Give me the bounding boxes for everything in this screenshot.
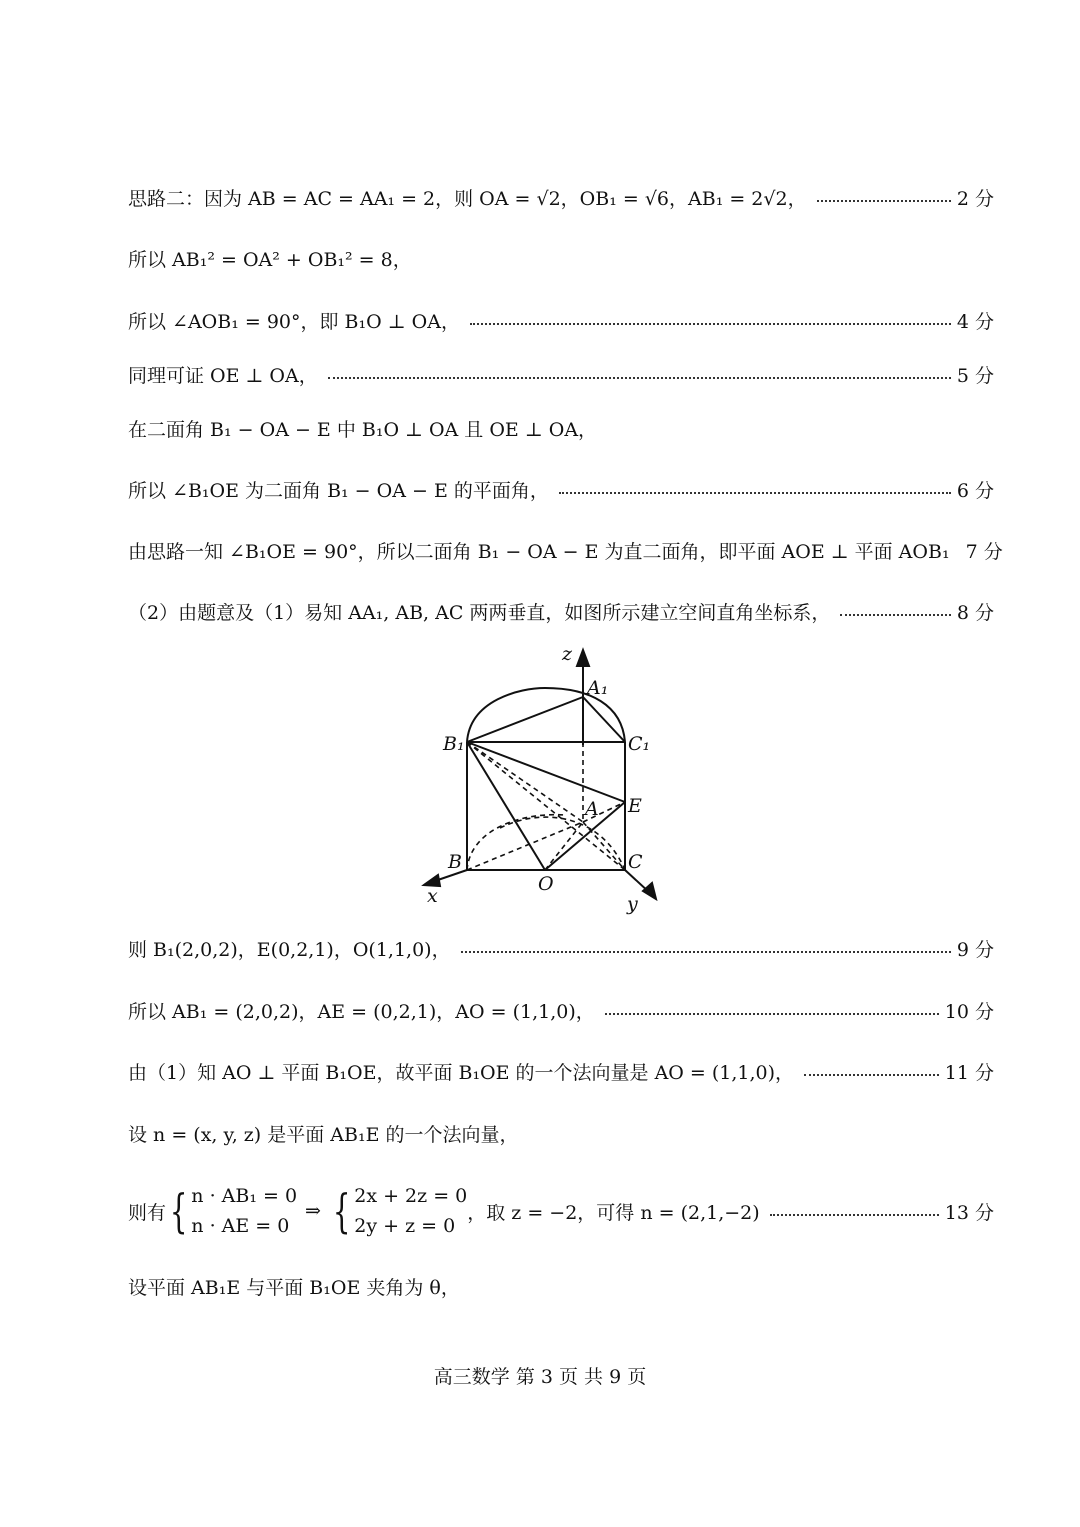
line-text: 思路二：因为 AB = AC = AA₁ = 2，则 OA = √2，OB₁ = √6，AB₁ = 2√2，: [128, 187, 807, 210]
edge-b1-e: [467, 742, 625, 802]
line-text: 设平面 AB₁E 与平面 B₁OE 夹角为 θ，: [128, 1276, 460, 1299]
implies-arrow: ⇒: [305, 1200, 321, 1222]
label-c: C: [628, 851, 643, 873]
right-eq1: 2x + 2z = 0: [354, 1185, 468, 1207]
right-equations: [354, 1181, 467, 1241]
line-text: 所以 ∠B₁OE 为二面角 B₁ − OA − E 的平面角，: [128, 479, 549, 502]
left-eq1: n · AB₁ = 0: [191, 1185, 298, 1207]
page-footer: 高三数学 第 3 页 共 9 页: [433, 1366, 647, 1388]
leader-dots: [559, 492, 951, 494]
score: 7 分: [965, 540, 1003, 563]
left-brace: {: [169, 1184, 188, 1238]
line-text: 所以 AB₁ = (2,0,2)，AE = (0,2,1)，AO = (1,1,0)，: [128, 1000, 595, 1023]
dashed-b1-a: [467, 742, 583, 822]
line-2: [128, 241, 994, 275]
equation-system: [128, 1181, 760, 1241]
right-eq2: 2y + z = 0: [354, 1215, 456, 1237]
system-suffix: ，取 z = −2，可得 n = (2,1,−2): [467, 1201, 760, 1224]
line-text: 同理可证 OE ⊥ OA，: [128, 364, 318, 387]
leader-dots: [817, 200, 951, 202]
label-b: B: [448, 851, 462, 873]
edge-b1-a1: [467, 697, 583, 742]
left-equations: [191, 1181, 297, 1241]
line-text: 所以 AB₁² = OA² + OB₁² = 8，: [128, 248, 412, 271]
label-x: x: [427, 885, 438, 907]
score: 5 分: [956, 364, 994, 387]
line-13: [128, 1269, 994, 1303]
score: 9 分: [956, 938, 994, 961]
score: 6 分: [956, 479, 994, 502]
line-12: [128, 1116, 994, 1150]
label-z: z: [562, 643, 573, 665]
line-text: 所以 ∠AOB₁ = 90°，即 B₁O ⊥ OA，: [128, 310, 460, 333]
label-b1: B₁: [443, 733, 465, 755]
line-6: [128, 472, 994, 506]
leader-dots: [770, 1214, 939, 1216]
dashed-a-c: [583, 822, 625, 870]
label-y: y: [627, 893, 638, 915]
line-1: [128, 180, 994, 214]
score: 13 分: [944, 1201, 994, 1224]
score: 11 分: [944, 1061, 994, 1084]
leader-dots: [804, 1074, 939, 1076]
dashed-b-a: [467, 822, 583, 870]
leader-dots: [605, 1013, 939, 1015]
system-prefix: 则有: [128, 1201, 167, 1224]
equation-system-line: [128, 1176, 994, 1246]
line-4: [128, 357, 994, 391]
line-8: [128, 594, 994, 628]
score: 10 分: [944, 1000, 994, 1023]
z-axis-arrow: [577, 650, 589, 666]
score: 4 分: [956, 310, 994, 333]
score: 2 分: [956, 187, 994, 210]
line-text: 则 B₁(2,0,2)，E(0,2,1)，O(1,1,0)，: [128, 938, 451, 961]
leader-dots: [328, 377, 951, 379]
right-brace: {: [332, 1184, 351, 1238]
geometry-figure: [400, 640, 680, 920]
leader-dots: [840, 614, 950, 616]
label-a: A: [585, 798, 599, 820]
line-text: 设 n = (x, y, z) 是平面 AB₁E 的一个法向量，: [128, 1123, 519, 1146]
dashed-b1-c: [467, 742, 625, 870]
label-e: E: [628, 795, 642, 817]
line-3: [128, 303, 994, 337]
edge-b1-o: [467, 742, 545, 870]
y-axis-arrow: [643, 883, 656, 899]
score: 8 分: [956, 601, 994, 624]
line-11: [128, 1054, 994, 1088]
label-o: O: [538, 873, 554, 895]
line-7: [128, 533, 1003, 567]
line-5: [128, 411, 994, 445]
line-text: 由思路一知 ∠B₁OE = 90°，所以二面角 B₁ − OA − E 为直二面角，即平面 AOE ⊥ 平面 AOB₁: [128, 540, 950, 563]
left-eq2: n · AE = 0: [191, 1215, 290, 1237]
line-10: [128, 993, 994, 1027]
leader-dots: [461, 951, 951, 953]
leader-dots: [470, 323, 951, 325]
line-text: 在二面角 B₁ − OA − E 中 B₁O ⊥ OA 且 OE ⊥ OA，: [128, 418, 598, 441]
line-text: （2）由题意及（1）易知 AA₁, AB, AC 两两垂直，如图所示建立空间直角坐标系，: [128, 601, 831, 624]
line-text: 由（1）知 AO ⊥ 平面 B₁OE，故平面 B₁OE 的一个法向量是 AO = (1,1,0)，: [128, 1061, 795, 1084]
dashed-o-a: [545, 822, 583, 870]
label-a1: A₁: [587, 677, 609, 699]
label-c1: C₁: [628, 733, 651, 755]
line-9: [128, 931, 994, 965]
